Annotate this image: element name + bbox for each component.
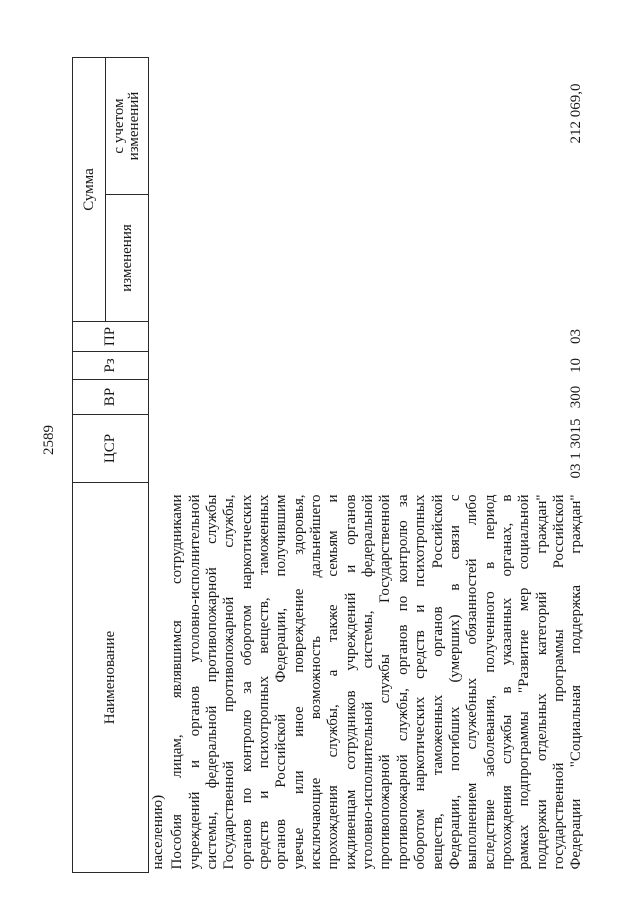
page-number: 2589 — [41, 425, 57, 455]
rz-cell — [149, 352, 168, 380]
total-cell — [149, 57, 168, 194]
header-sum-change: изменения — [106, 195, 149, 322]
total-cell — [167, 57, 585, 194]
name-line: вследствие заболевания, полученного в период — [481, 494, 498, 870]
table-row — [167, 57, 585, 872]
name-line: рамках подпрограммы "Развитие мер социальной — [516, 494, 533, 870]
change-cell — [167, 195, 585, 322]
vr-cell — [149, 380, 168, 415]
csr-code: 03 1 3015 — [568, 418, 585, 479]
name-line: Федерации "Социальная поддержка граждан" — [568, 494, 585, 870]
name-line: государственной программы Российской — [550, 494, 567, 870]
name-line: прохождения службы, а также семьям и — [325, 494, 342, 870]
total-amount: 212 069,0 — [568, 83, 585, 144]
budget-table — [72, 57, 586, 873]
name-line: иждивенцам сотрудников учреждений и органов — [342, 494, 359, 870]
name-line: исключающие возможность дальнейшего — [308, 494, 325, 870]
vr-cell — [167, 380, 585, 415]
name-line: Государственной противопожарной службы, — [221, 494, 238, 870]
header-name: Наименование — [73, 483, 149, 873]
name-line: противопожарной службы Государственной — [377, 494, 394, 870]
header-rz: Рз — [73, 352, 149, 380]
pr-code: 03 — [568, 329, 585, 344]
name-line: прохождения службы в указанных органах, в — [498, 494, 515, 870]
rz-code: 10 — [568, 358, 585, 373]
header-row-top — [73, 57, 106, 872]
table-header — [73, 57, 149, 872]
header-csr: ЦСР — [73, 415, 149, 483]
header-pr: ПР — [73, 322, 149, 352]
name-line: уголовно-исполнительной системы, федеральной — [360, 494, 377, 870]
table-row — [149, 57, 168, 872]
pr-cell — [149, 322, 168, 352]
name-cell — [167, 483, 585, 873]
name-line: веществ, таможенных органов Российской — [429, 494, 446, 870]
csr-cell — [167, 415, 585, 483]
header-sum-total — [106, 57, 149, 194]
header-sum-total-line2: изменений — [126, 91, 142, 161]
name-line: учреждений и органов уголовно-исполнительной — [186, 494, 203, 870]
header-vr: ВР — [73, 380, 149, 415]
name-line: Федерации, погибших (умерших) в связи с — [446, 494, 463, 870]
name-line: системы, федеральной противопожарной службы — [204, 494, 221, 870]
change-cell — [149, 195, 168, 322]
name-cell — [149, 483, 168, 873]
name-line: поддержки отдельных категорий граждан" — [533, 494, 550, 870]
name-line: средств и психотропных веществ, таможенных — [256, 494, 273, 870]
csr-cell — [149, 415, 168, 483]
name-line: оборотом наркотических средств и психотропных — [412, 494, 429, 870]
pr-cell — [167, 322, 585, 352]
name-line: органов по контролю за оборотом наркотических — [238, 494, 255, 870]
name-line: противопожарной службы, органов по контролю за — [394, 494, 411, 870]
name-line: выполнением служебных обязанностей либо — [464, 494, 481, 870]
name-line: увечье или иное повреждение здоровья, — [290, 494, 307, 870]
name-line: Пособия лицам, являвшимся сотрудниками — [169, 494, 186, 870]
name-line: населению) — [150, 794, 166, 870]
rz-cell — [167, 352, 585, 380]
vr-code: 300 — [568, 385, 585, 409]
header-sum: Сумма — [73, 57, 106, 321]
header-sum-total-line1: с учетом — [111, 98, 127, 154]
name-line: органов Российской Федерации, получившим — [273, 494, 290, 870]
table-body — [149, 57, 586, 872]
